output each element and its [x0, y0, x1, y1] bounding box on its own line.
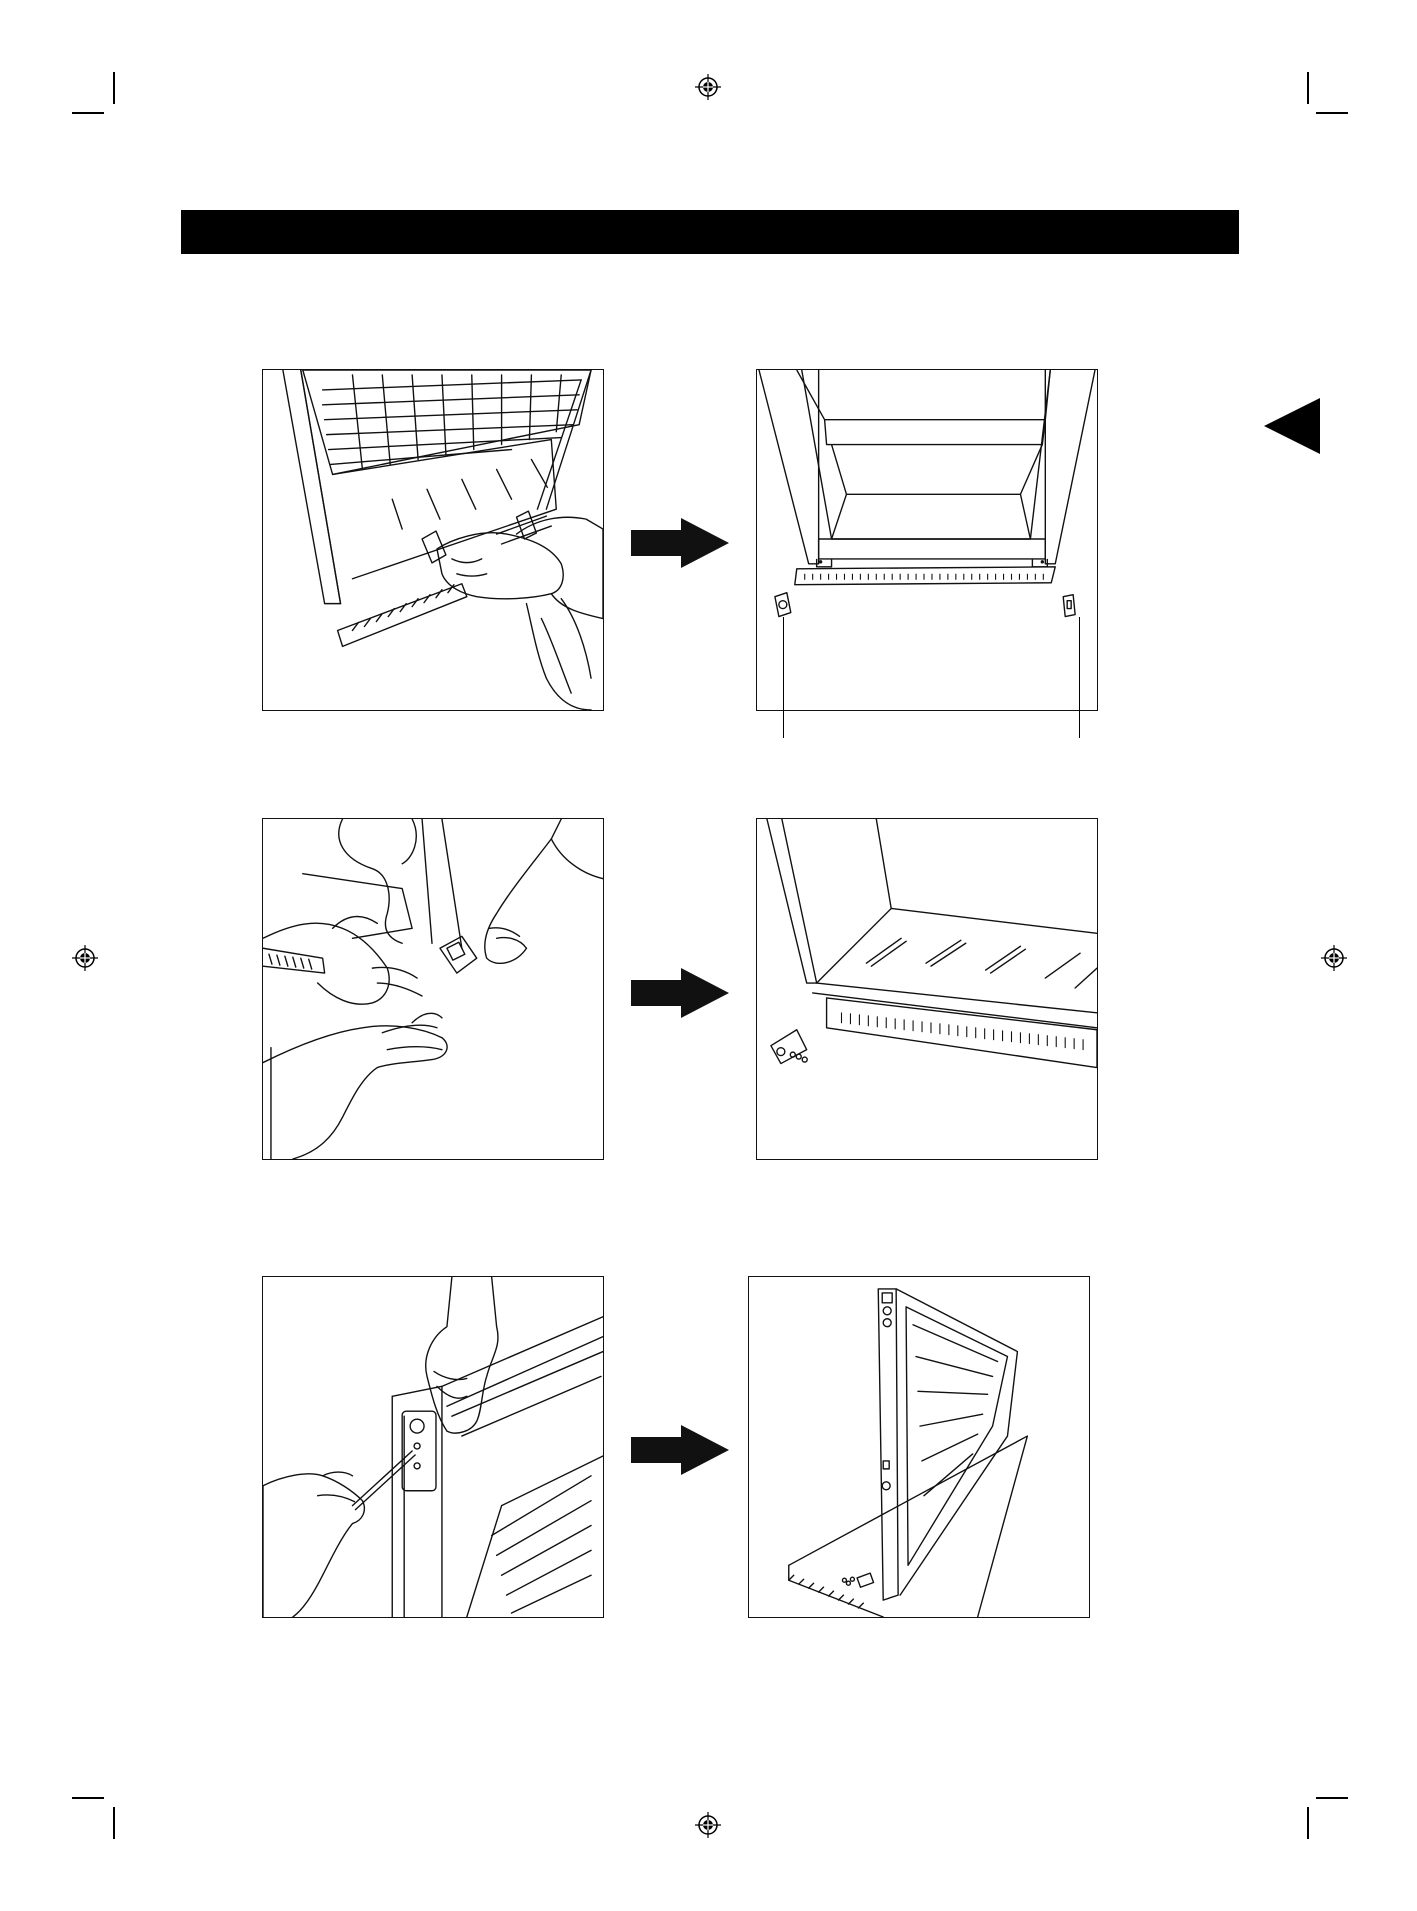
registration-mark-icon	[71, 944, 99, 972]
crop-mark	[113, 1807, 115, 1839]
leader-line	[1079, 617, 1080, 738]
crop-mark	[72, 1797, 104, 1799]
section-header-bar	[181, 210, 1239, 254]
crop-mark	[72, 112, 104, 114]
crop-mark	[1316, 1797, 1348, 1799]
arrow-right-icon	[631, 518, 729, 568]
crop-mark	[1307, 1807, 1309, 1839]
step-1-left-figure	[262, 369, 604, 711]
arrow-right-icon	[631, 968, 729, 1018]
step-2-left-figure	[262, 818, 604, 1160]
registration-mark-icon	[694, 73, 722, 101]
crop-mark	[1307, 72, 1309, 104]
crop-mark	[113, 72, 115, 104]
arrow-right-icon	[631, 1425, 729, 1475]
crop-mark	[1316, 112, 1348, 114]
registration-mark-icon	[694, 1811, 722, 1839]
leader-line	[783, 617, 784, 738]
step-3-left-figure	[262, 1276, 604, 1618]
step-2-right-figure	[756, 818, 1098, 1160]
step-1-right-figure	[756, 369, 1098, 711]
step-3-right-figure	[748, 1276, 1090, 1618]
triangle-left-icon	[1264, 398, 1320, 454]
registration-mark-icon	[1320, 944, 1348, 972]
